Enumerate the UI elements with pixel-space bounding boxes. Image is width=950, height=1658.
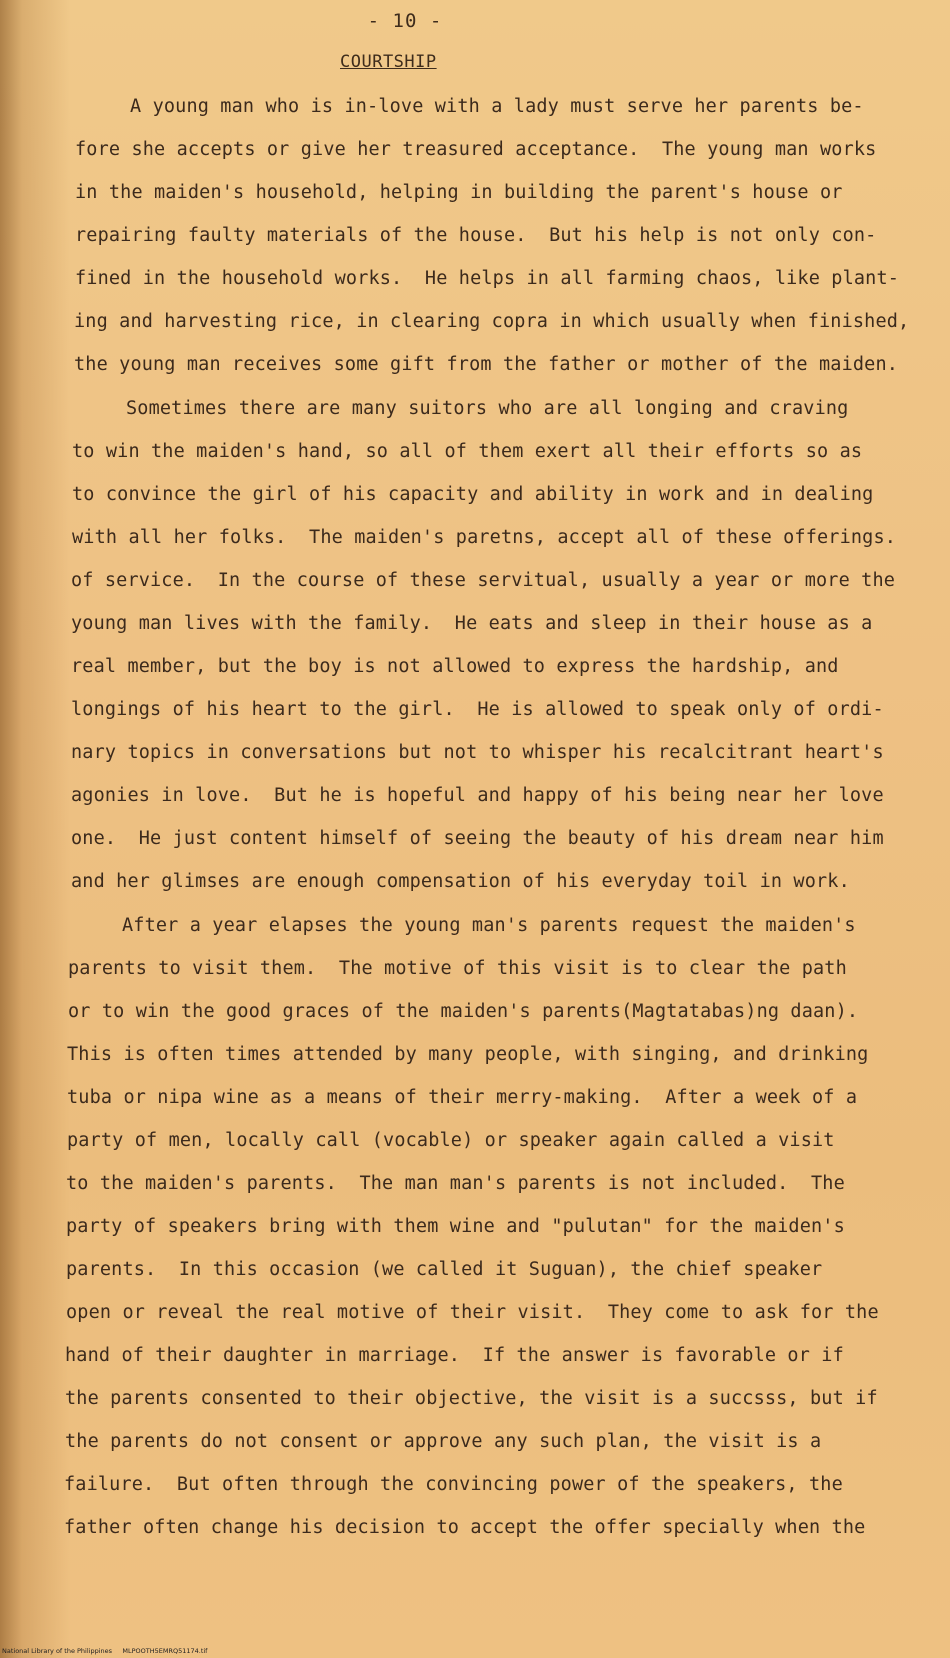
text-line: party of men, locally call (vocable) or speaker again called a visit (67, 1130, 835, 1151)
page-number: - 10 - (367, 10, 443, 32)
text-line: fore she accepts or give her treasured acceptance. The young man works (75, 139, 877, 160)
text-line: to win the maiden's hand, so all of them exert all their efforts so as (72, 441, 863, 462)
text-line: This is often times attended by many people, with singing, and drinking (67, 1044, 869, 1065)
text-line: parents to visit them. The motive of this visit is to clear the path (68, 958, 847, 979)
text-line: hand of their daughter in marriage. If the answer is favorable or if (65, 1345, 844, 1366)
text-line: of service. In the course of these servitual, usually a year or more the (71, 570, 896, 591)
text-line: After a year elapses the young man's parents request the maiden's (122, 915, 856, 936)
text-line: Sometimes there are many suitors who are all longing and craving (126, 398, 849, 419)
text-line: longings of his heart to the girl. He is allowed to speak only of ordi- (71, 699, 884, 720)
text-line: real member, but the boy is not allowed to express the hardship, and (71, 656, 839, 677)
text-line: and her glimses are enough compensation of his everyday toil in work. (71, 871, 850, 892)
text-line: the parents consented to their objective, the visit is a succsss, but if (65, 1388, 878, 1409)
text-line: repairing faulty materials of the house. But his help is not only con- (75, 225, 877, 246)
text-line: agonies in love. But he is hopeful and happy of his being near her love (71, 785, 884, 806)
text-line: party of speakers bring with them wine and "pulutan" for the maiden's (66, 1216, 845, 1237)
text-line: the young man receives some gift from the father or mother of the maiden. (74, 354, 899, 375)
text-line: to convince the girl of his capacity and ability in work and in dealing (72, 484, 874, 505)
text-line: the parents do not consent or approve any such plan, the visit is a (65, 1431, 822, 1452)
text-line: young man lives with the family. He eats and sleep in their house as a (71, 613, 873, 634)
text-line: nary topics in conversations but not to whisper his recalcitrant heart's (71, 742, 884, 763)
text-line: ing and harvesting rice, in clearing copra in which usually when finished, (74, 311, 910, 332)
section-title: COURTSHIP (340, 52, 437, 72)
text-line: to the maiden's parents. The man man's parents is not included. The (66, 1173, 845, 1194)
text-line: or to win the good graces of the maiden's parents(Magtatabas)ng daan). (68, 1001, 859, 1022)
text-line: one. He just content himself of seeing the beauty of his dream near him (71, 828, 884, 849)
text-line: with all her folks. The maiden's paretns, accept all of these offerings. (72, 527, 897, 548)
text-line: failure. But often through the convincing power of the speakers, the (64, 1474, 843, 1495)
text-line: in the maiden's household, helping in building the parent's house or (75, 182, 843, 203)
text-line: A young man who is in-love with a lady must serve her parents be- (130, 96, 864, 117)
text-line: fined in the household works. He helps in all farming chaos, like plant- (75, 268, 900, 289)
text-line: open or reveal the real motive of their visit. They come to ask for the (66, 1302, 879, 1323)
text-line: parents. In this occasion (we called it Suguan), the chief speaker (66, 1259, 823, 1280)
text-line: tuba or nipa wine as a means of their merry-making. After a week of a (67, 1087, 858, 1108)
archive-footer: National Library of the Philippines MLPOOTH5EMRQ51174.tif (2, 1647, 208, 1655)
text-line: father often change his decision to accept the offer specially when the (64, 1517, 866, 1538)
